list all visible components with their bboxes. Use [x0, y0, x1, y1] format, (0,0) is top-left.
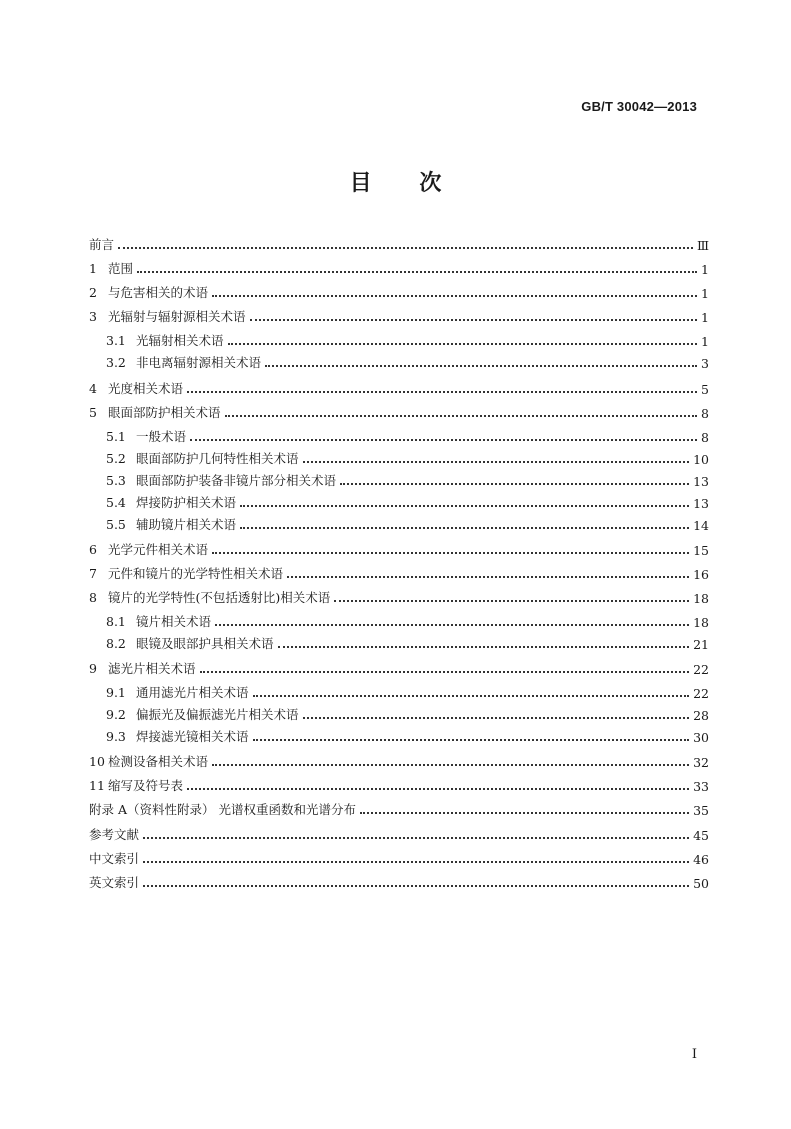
toc-entry-number: 5.4 — [106, 495, 126, 510]
toc-entry-number: 5.1 — [106, 429, 126, 444]
toc-leader-dots — [278, 645, 690, 648]
toc-entry-number: 4 — [89, 381, 97, 396]
toc-entry-number: 8.2 — [106, 636, 126, 651]
page-number: I — [691, 1047, 697, 1062]
toc-entry-text: 元件和镜片的光学特性相关术语 — [108, 566, 284, 581]
toc-entry-page: 14 — [693, 518, 709, 533]
toc-entry-label — [106, 515, 236, 533]
toc-entry-page: 22 — [693, 662, 709, 677]
toc-entry-label — [89, 259, 133, 277]
page-title — [0, 166, 791, 197]
title-char-1: 目 — [349, 171, 372, 196]
toc-entry[interactable] — [89, 586, 709, 606]
toc-entry-page: 46 — [693, 852, 709, 867]
toc-entry-label — [106, 353, 261, 371]
toc-entry-label — [89, 752, 208, 770]
toc-entry-label — [89, 873, 139, 891]
toc-entry[interactable] — [89, 823, 709, 843]
toc-entry-text: 眼面部防护装备非镜片部分相关术语 — [136, 473, 337, 488]
toc-entry-text: 光辐射相关术语 — [136, 333, 224, 348]
toc-entry-page: Ⅲ — [696, 238, 709, 253]
toc-entry-page: 33 — [693, 779, 709, 794]
toc-entry-label — [89, 307, 246, 325]
toc-leader-dots — [143, 836, 689, 839]
toc-entry-text: 焊接防护相关术语 — [136, 495, 237, 510]
toc-entry-text: 缩写及符号表 — [108, 778, 184, 793]
toc-entry-text: 附录 A（资料性附录） 光谱权重函数和光谱分布 — [89, 802, 356, 817]
toc-entry-text: 与危害相关的术语 — [108, 285, 209, 300]
toc-entry-label — [89, 379, 183, 397]
toc-entry[interactable] — [89, 425, 709, 445]
toc-entry-page: 1 — [701, 262, 709, 277]
toc-leader-dots — [253, 694, 690, 697]
toc-entry[interactable] — [89, 491, 709, 511]
toc-entry-page: 18 — [693, 615, 709, 630]
toc-entry-text: 非电离辐射源相关术语 — [136, 355, 262, 370]
toc-entry-label — [89, 825, 139, 843]
toc-entry-text: 眼镜及眼部护具相关术语 — [136, 636, 274, 651]
toc-entry-text: 光度相关术语 — [108, 381, 184, 396]
toc-entry-label — [89, 540, 208, 558]
toc-leader-dots — [360, 811, 689, 814]
toc-entry-number: 8 — [89, 590, 97, 605]
toc-entry-number: 10 — [89, 754, 105, 769]
toc-entry-page: 22 — [693, 686, 709, 701]
toc-entry[interactable] — [89, 305, 709, 325]
toc-entry-page: 5 — [701, 382, 709, 397]
toc-entry-text: 英文索引 — [89, 875, 140, 890]
toc-entry-page: 16 — [693, 567, 709, 582]
toc-entry-label — [106, 634, 274, 652]
toc-entry-label — [89, 564, 283, 582]
toc-leader-dots — [334, 599, 689, 602]
toc-entry-number: 2 — [89, 285, 97, 300]
toc-entry[interactable] — [89, 871, 709, 891]
toc-entry[interactable] — [89, 562, 709, 582]
toc-entry-page: 8 — [701, 406, 709, 421]
toc-entry-label — [89, 403, 221, 421]
toc-entry-page: 28 — [693, 708, 709, 723]
toc-entry-label — [89, 588, 330, 606]
toc-entry-number: 3.2 — [106, 355, 126, 370]
toc-entry[interactable] — [89, 798, 709, 818]
toc-entry[interactable] — [89, 281, 709, 301]
toc-leader-dots — [215, 623, 689, 626]
toc-leader-dots — [287, 575, 689, 578]
toc-entry-page: 1 — [701, 334, 709, 349]
toc-entry-page: 13 — [693, 496, 709, 511]
toc-entry-label — [89, 849, 139, 867]
toc-entry-number: 9.2 — [106, 707, 126, 722]
toc-leader-dots — [240, 526, 689, 529]
toc-entry-text: 辅助镜片相关术语 — [136, 517, 237, 532]
toc-entry-text: 前言 — [89, 237, 115, 252]
toc-entry-number: 9 — [89, 661, 97, 676]
toc-entry-page: 10 — [693, 452, 709, 467]
toc-entry-label — [89, 776, 183, 794]
toc-leader-dots — [118, 246, 693, 249]
toc-leader-dots — [212, 294, 697, 297]
toc-entry-label — [89, 659, 196, 677]
toc-leader-dots — [190, 438, 697, 441]
toc-entry[interactable] — [89, 610, 709, 630]
toc-entry-page: 32 — [693, 755, 709, 770]
toc-entry-page: 3 — [701, 356, 709, 371]
toc-entry[interactable] — [89, 750, 709, 770]
toc-entry[interactable] — [89, 725, 709, 745]
toc-entry[interactable] — [89, 513, 709, 533]
toc-entry-text: 偏振光及偏振滤光片相关术语 — [136, 707, 299, 722]
toc-entry-number: 5.5 — [106, 517, 126, 532]
toc-entry-number: 1 — [89, 261, 97, 276]
toc-entry-label — [106, 331, 224, 349]
toc-entry-number: 5 — [89, 405, 97, 420]
toc-entry-text: 检测设备相关术语 — [108, 754, 209, 769]
toc-leader-dots — [228, 342, 697, 345]
toc-entry-number: 11 — [89, 778, 105, 793]
toc-entry-text: 眼面部防护相关术语 — [108, 405, 221, 420]
toc-entry[interactable] — [89, 632, 709, 652]
toc-entry-page: 21 — [693, 637, 709, 652]
toc-entry-page: 8 — [701, 430, 709, 445]
toc-entry-label — [106, 427, 186, 445]
toc-entry[interactable] — [89, 469, 709, 489]
toc-entry-text: 通用滤光片相关术语 — [136, 685, 249, 700]
toc-entry[interactable] — [89, 233, 709, 253]
toc-leader-dots — [143, 884, 689, 887]
toc-leader-dots — [187, 390, 697, 393]
toc-entry-label — [89, 235, 114, 253]
toc-entry-text: 滤光片相关术语 — [108, 661, 196, 676]
toc-entry-number: 9.1 — [106, 685, 126, 700]
toc-entry-page: 50 — [693, 876, 709, 891]
toc-entry[interactable] — [89, 703, 709, 723]
toc-entry-text: 焊接滤光镜相关术语 — [136, 729, 249, 744]
toc-entry-text: 镜片相关术语 — [136, 614, 212, 629]
toc-entry-text: 光学元件相关术语 — [108, 542, 209, 557]
toc-entry-text: 参考文献 — [89, 827, 140, 842]
toc-entry-label — [106, 727, 249, 745]
toc-entry-page: 30 — [693, 730, 709, 745]
toc-entry[interactable] — [89, 351, 709, 371]
toc-entry[interactable] — [89, 401, 709, 421]
toc-leader-dots — [212, 763, 689, 766]
toc-leader-dots — [253, 738, 690, 741]
toc-leader-dots — [240, 504, 689, 507]
toc-entry[interactable] — [89, 681, 709, 701]
toc-leader-dots — [265, 364, 697, 367]
toc-entry-page: 45 — [693, 828, 709, 843]
toc-leader-dots — [225, 414, 697, 417]
toc-entry-number: 5.3 — [106, 473, 126, 488]
toc-entry-page: 15 — [693, 543, 709, 558]
toc-entry-label — [106, 449, 299, 467]
toc-entry-text: 眼面部防护几何特性相关术语 — [136, 451, 299, 466]
toc-entry[interactable] — [89, 329, 709, 349]
toc-entry-text: 范围 — [108, 261, 134, 276]
toc-entry-text: 中文索引 — [89, 851, 140, 866]
toc-entry[interactable] — [89, 447, 709, 467]
toc-leader-dots — [187, 787, 689, 790]
toc-entry-label — [89, 800, 356, 818]
toc-leader-dots — [303, 460, 690, 463]
toc-entry-number: 9.3 — [106, 729, 126, 744]
toc-entry-label — [106, 493, 236, 511]
standard-code: GB/T 30042—2013 — [581, 99, 697, 114]
toc-entry-label — [106, 705, 299, 723]
toc-entry-number: 8.1 — [106, 614, 126, 629]
toc-leader-dots — [340, 482, 689, 485]
toc-entry[interactable] — [89, 847, 709, 867]
toc-leader-dots — [137, 270, 697, 273]
toc-entry-label — [89, 283, 208, 301]
toc-entry-number: 6 — [89, 542, 97, 557]
toc-entry-page: 1 — [701, 286, 709, 301]
toc-entry-page: 35 — [693, 803, 709, 818]
toc-entry-text: 一般术语 — [136, 429, 187, 444]
toc-entry-text: 镜片的光学特性(不包括透射比)相关术语 — [108, 590, 331, 605]
toc-entry-label — [106, 612, 211, 630]
toc-entry-number: 3.1 — [106, 333, 126, 348]
toc-leader-dots — [143, 860, 689, 863]
title-char-2: 次 — [419, 171, 442, 196]
toc-leader-dots — [303, 716, 690, 719]
toc-entry-page: 18 — [693, 591, 709, 606]
toc-leader-dots — [250, 318, 697, 321]
toc-entry[interactable] — [89, 657, 709, 677]
toc-entry[interactable] — [89, 774, 709, 794]
toc-entry-label — [106, 683, 249, 701]
toc-entry-page: 13 — [693, 474, 709, 489]
toc-entry-label — [106, 471, 336, 489]
toc-entry[interactable] — [89, 538, 709, 558]
toc-entry-page: 1 — [701, 310, 709, 325]
toc-leader-dots — [212, 551, 689, 554]
toc-entry[interactable] — [89, 257, 709, 277]
toc-entry-number: 5.2 — [106, 451, 126, 466]
toc-entry-number: 7 — [89, 566, 97, 581]
toc-entry-number: 3 — [89, 309, 97, 324]
toc-entry[interactable] — [89, 377, 709, 397]
toc-entry-text: 光辐射与辐射源相关术语 — [108, 309, 246, 324]
toc-leader-dots — [200, 670, 690, 673]
